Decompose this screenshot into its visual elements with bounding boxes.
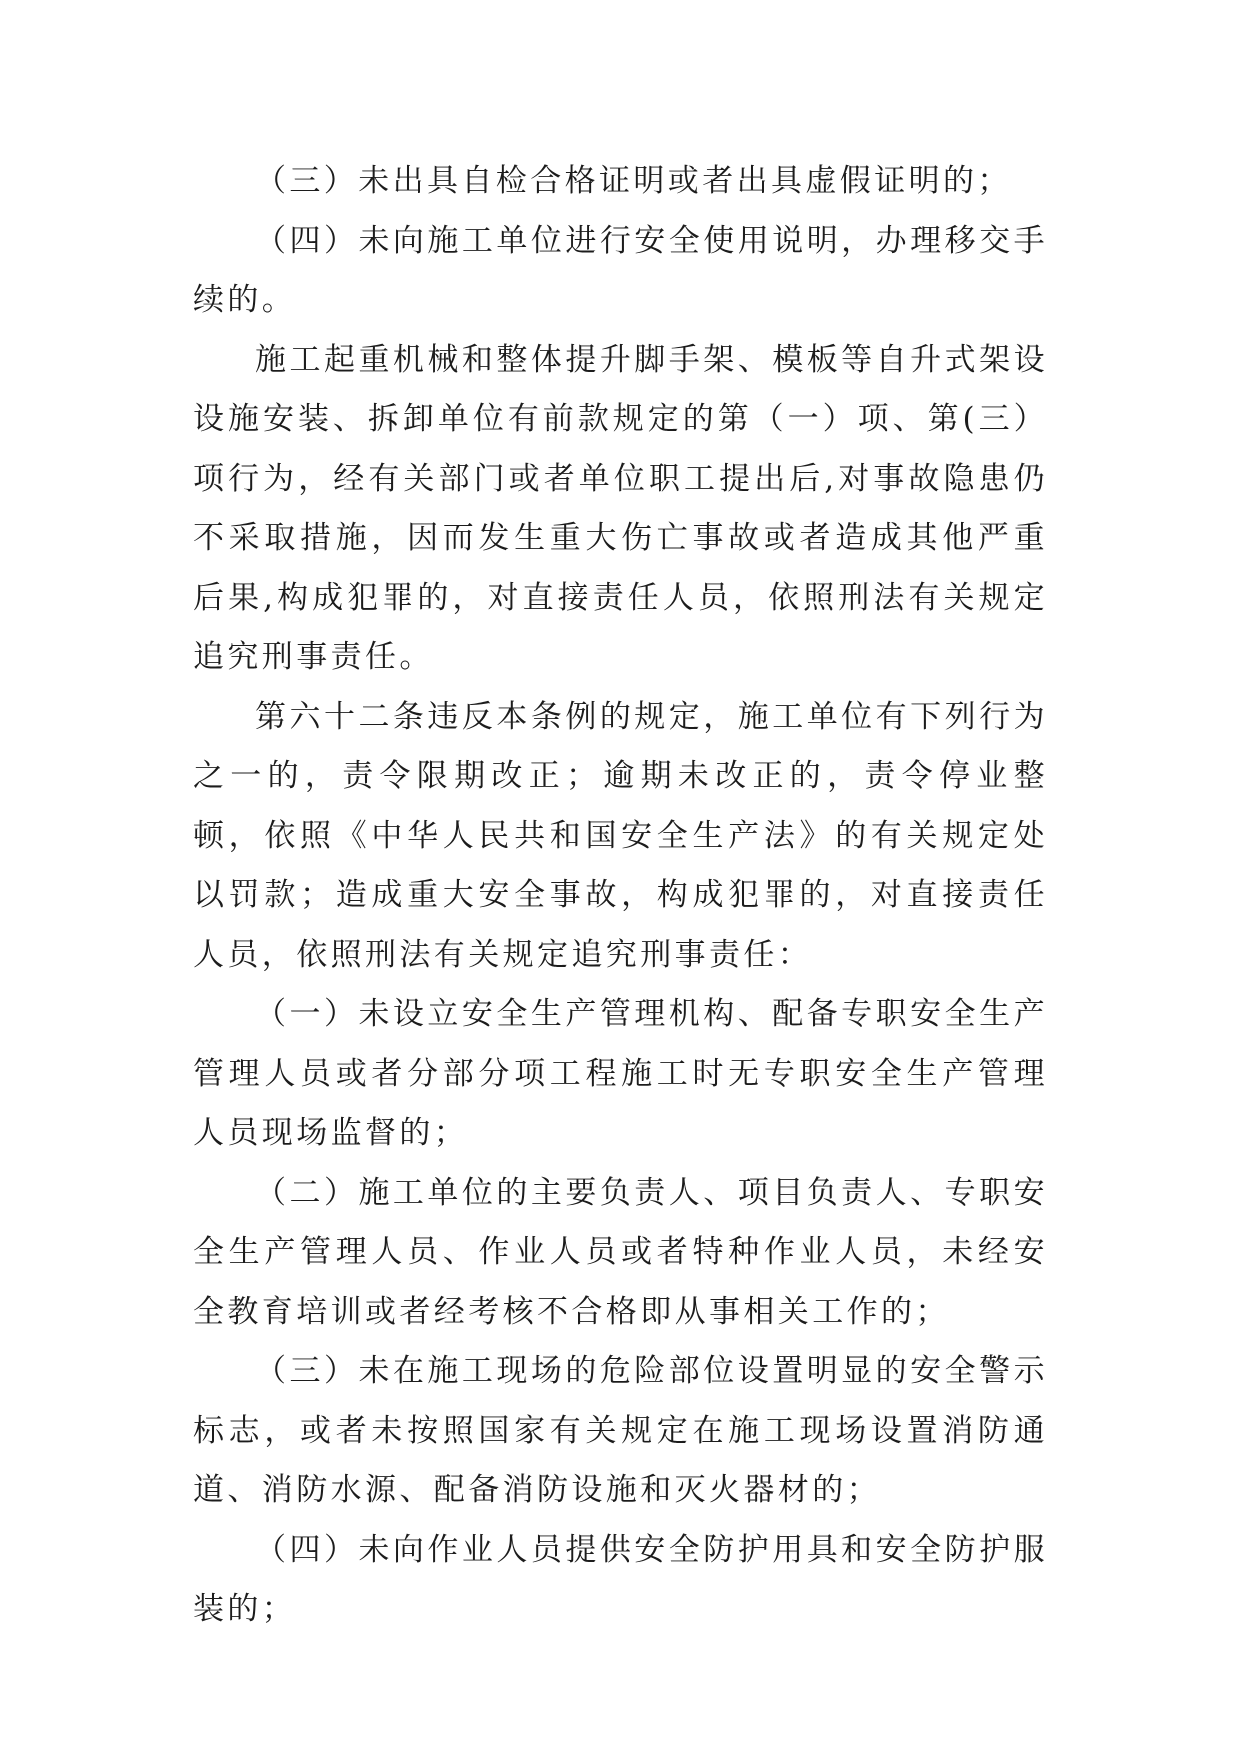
paragraph-article-62-item-1: （一）未设立安全生产管理机构、配备专职安全生产管理人员或者分部分项工程施工时无专职安全生产管理人员现场监督的； [193,996,1048,1151]
paragraph-article-62: 第六十二条违反本条例的规定，施工单位有下列行为之一的，责令限期改正；逾期未改正的，责令停业整顿，依照《中华人民共和国安全生产法》的有关规定处以罚款；造成重大安全事故，构成犯罪的，对直接责任人员，依照刑法有关规定追究刑事责任： [193,698,1048,973]
paragraph-article-62-item-4: （四）未向作业人员提供安全防护用具和安全防护服装的； [193,1531,1048,1627]
paragraph-item-3: （三）未出具自检合格证明或者出具虚假证明的； [255,163,1012,199]
paragraph-article-62-item-3: （三）未在施工现场的危险部位设置明显的安全警示标志，或者未按照国家有关规定在施工现场设置消防通道、消防水源、配备消防设施和灭火器材的； [193,1353,1048,1508]
paragraph-installation-liability: 施工起重机械和整体提升脚手架、模板等自升式架设设施安装、拆卸单位有前款规定的第（一）项、第(三）项行为，经有关部门或者单位职工提出后,对事故隐患仍不采取措施，因而发生重大伤亡事故或者造成其他严重后果,构成犯罪的，对直接责任人员，依照刑法有关规定追究刑事责任。 [193,341,1048,675]
paragraph-item-4: （四）未向施工单位进行安全使用说明，办理移交手续的。 [193,222,1048,318]
document-body [193,152,1048,1640]
paragraph-article-62-item-2: （二）施工单位的主要负责人、项目负责人、专职安全生产管理人员、作业人员或者特种作业人员，未经安全教育培训或者经考核不合格即从事相关工作的； [193,1174,1048,1330]
